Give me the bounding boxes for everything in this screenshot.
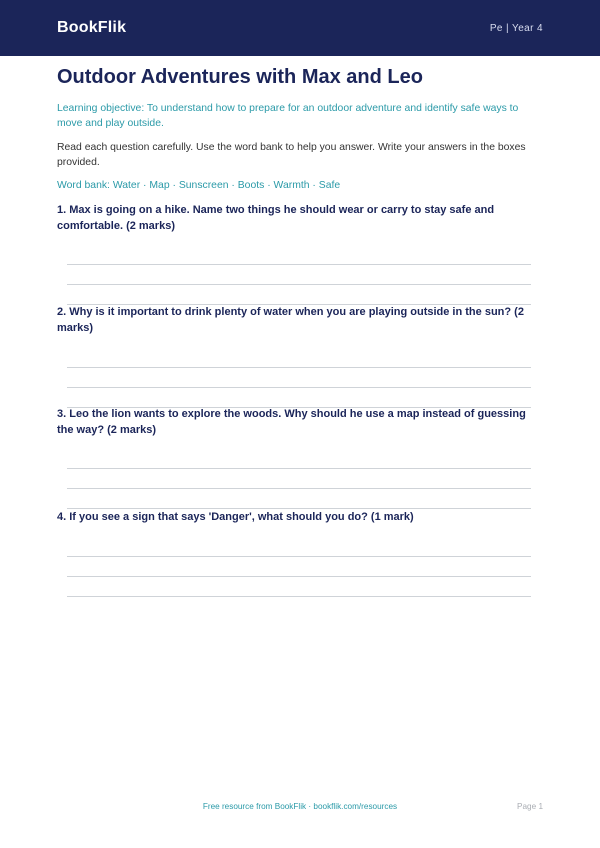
answer-line: [67, 284, 531, 285]
subject-year-label: Pe | Year 4: [489, 22, 543, 34]
question-3: [57, 406, 535, 438]
answer-line: [67, 264, 531, 265]
question-4: [57, 509, 535, 525]
answer-line: [67, 576, 531, 577]
page-footer: [0, 802, 600, 814]
question-2: [57, 304, 535, 336]
answer-line: [67, 556, 531, 557]
footer-credit-link[interactable]: Free resource from BookFlik · bookflik.com/resources: [202, 802, 398, 811]
answer-line: [67, 468, 531, 469]
answer-line: [67, 488, 531, 489]
brand-logo-text[interactable]: BookFlik: [57, 19, 127, 36]
question-text: 3. Leo the lion wants to explore the woods. Why should he use a map instead of guessing the way? (2 marks): [57, 408, 526, 436]
answer-line: [67, 367, 531, 368]
page-title: Outdoor Adventures with Max and Leo: [57, 66, 423, 88]
question-text: 4. If you see a sign that says 'Danger', what should you do? (1 mark): [57, 511, 414, 523]
answer-line: [67, 387, 531, 388]
question-text: 2. Why is it important to drink plenty of water when you are playing outside in the sun? (2 marks): [57, 306, 524, 334]
worksheet-intro: [57, 66, 533, 194]
instructions-text: Read each question carefully. Use the word bank to help you answer. Write your answers in the boxes provided.: [57, 142, 526, 168]
word-bank: Word bank: Water · Map · Sunscreen · Boots · Warmth · Safe: [57, 180, 341, 191]
learning-objective: Learning objective: To understand how to prepare for an outdoor adventure and identify safe ways to move and play outside.: [57, 103, 519, 129]
page-header: [0, 0, 600, 56]
question-text: 1. Max is going on a hike. Name two things he should wear or carry to stay safe and comfortable. (2 marks): [57, 204, 495, 232]
question-1: [57, 202, 535, 234]
page-number: Page 1: [517, 802, 543, 811]
answer-line: [67, 596, 531, 597]
